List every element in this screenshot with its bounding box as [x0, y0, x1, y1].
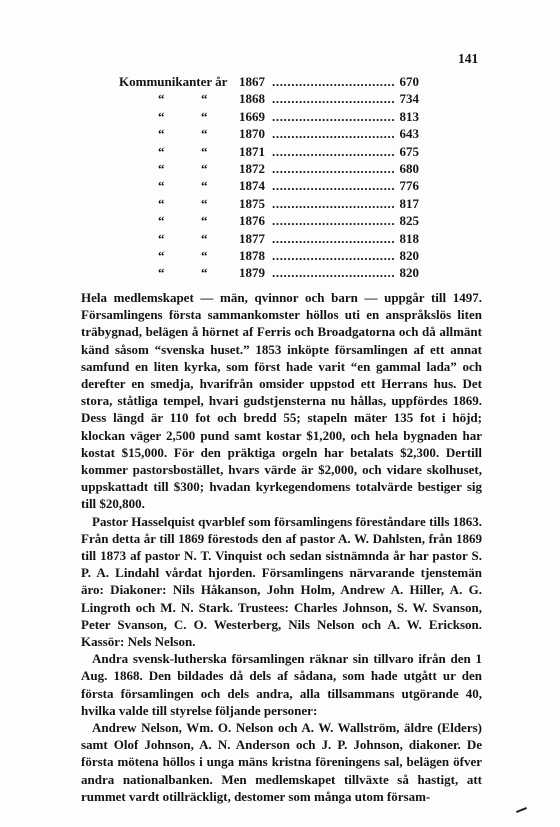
- ditto-mark: “: [158, 178, 165, 194]
- table-row: [119, 73, 419, 90]
- table-count: 820: [399, 265, 419, 281]
- table-count: 643: [399, 126, 419, 142]
- table-year: 1870: [239, 126, 265, 142]
- table-year: 1877: [239, 230, 265, 246]
- leader-dots: [272, 73, 395, 90]
- page-number: 141: [458, 51, 479, 66]
- ditto-mark: “: [158, 213, 165, 229]
- leader-dots: [272, 125, 395, 142]
- table-year: 1868: [239, 91, 265, 107]
- paragraph-elders: Andrew Nelson, Wm. O. Nelson och A. W. Wallström, äldre (Elders) samt Olof Johnson, A. N. Anderson och J. P. Johnson, diakoner. De första mötena höllos i unga mäns kristna föreningens sal, belägen öfver andra nationalbanken. Men medlemskapet tillväxte så hastigt, att rummet vardt otillräckligt, destomer som många utom försam-: [81, 720, 482, 804]
- table-row: [119, 143, 419, 160]
- table-row: [119, 247, 419, 264]
- ditto-mark: “: [158, 126, 165, 142]
- paragraph-second-congregation: Andra svensk-lutherska församlingen räknar sin tillvaro ifrån den 1 Aug. 1868. Den bildades då dels af sådana, som hade utgått ur den första församlingen och dels andra, alla tillsammans utgörande 40, hvilka valde till styrelse följande personer:: [81, 651, 482, 718]
- ditto-mark: “: [201, 108, 208, 124]
- ditto-mark: “: [158, 143, 165, 159]
- leader-dots: [272, 247, 395, 264]
- ditto-mark: “: [201, 247, 208, 263]
- ditto-mark: “: [158, 195, 165, 211]
- ditto-mark: “: [158, 160, 165, 176]
- table-count: 670: [399, 74, 419, 89]
- table-year: 1874: [239, 178, 265, 194]
- leader-dots: [272, 230, 395, 247]
- table-row: [119, 90, 419, 107]
- stray-mark: [516, 807, 527, 813]
- table-row: [119, 160, 419, 177]
- table-count: 734: [399, 91, 419, 107]
- table-row: [119, 108, 419, 125]
- ditto-mark: “: [201, 265, 208, 281]
- ditto-mark: “: [201, 195, 208, 211]
- ditto-mark: “: [201, 91, 208, 107]
- body-text: [81, 289, 482, 805]
- communicants-table: [119, 73, 419, 282]
- table-year: 1867: [239, 74, 265, 89]
- paragraph-pastors: Pastor Hasselquist qvarblef som församlingens föreståndare tills 1863. Från detta år till 1869 förestods den af pastor A. W. Dahlsten, från 1869 till 1873 af pastor N. T. Vinquist och sedan sistnämnda år har pastor S. P. A. Lindahl vårdat hjorden. Församlingens närvarande tjenstemän äro: Diakoner: Nils Håkanson, John Holm, Andrew A. Hiller, A. G. Lingroth och M. N. Stark. Trustees: Charles Johnson, S. W. Svanson, Peter Svanson, C. O. Westerberg, Nils Nelson och A. W. Erickson. Kassör: Nels Nelson.: [81, 513, 482, 650]
- table-count: 817: [399, 195, 419, 211]
- ditto-mark: “: [201, 213, 208, 229]
- leader-dots: [272, 143, 395, 160]
- paragraph-membership: Hela medlemskapet — män, qvinnor och barn — uppgår till 1497. Församlingens första sammankomster höllos uti en anspråkslös liten träbygnad, belägen å hörnet af Ferris och Broadgatorna och då allmänt känd såsom “svenska huset.” 1853 inköpte församlingen af ett annat samfund en liten kyrka, som först hade varit “en gammal lada” och derefter en smedja, hvarifrån omsider uppstod ett Herrans hus. Det stora, ståtliga tempel, hvari gudstjensterna nu hållas, uppfördes 1869. Dess längd är 110 fot och bredd 55; stapeln mäter 135 fot i höjd; klockan väger 2,500 pund samt kostar $1,200, och hela bygnaden har kostat $15,000. För den präktiga orgeln har betalats $2,300. Dertill kommer pastorsbostället, hvars värde är $2,000, och vidare skolhuset, uppskattadt till $300; hvadan kyrkegendomens totalvärde bestiger sig till $20,800.: [81, 290, 482, 512]
- table-row: [119, 177, 419, 194]
- table-year: 1875: [239, 195, 265, 211]
- table-count: 825: [399, 213, 419, 229]
- table-year: 1878: [239, 247, 265, 263]
- table-count: 680: [399, 160, 419, 176]
- leader-dots: [272, 160, 395, 177]
- ditto-mark: “: [158, 247, 165, 263]
- ditto-mark: “: [158, 91, 165, 107]
- ditto-mark: “: [201, 143, 208, 159]
- table-row: [119, 230, 419, 247]
- ditto-mark: “: [201, 126, 208, 142]
- table-row: [119, 264, 419, 281]
- table-row: [119, 195, 419, 212]
- ditto-mark: “: [158, 265, 165, 281]
- leader-dots: [272, 108, 395, 125]
- table-year: 1871: [239, 143, 265, 159]
- table-count: 675: [399, 143, 419, 159]
- table-row: [119, 125, 419, 142]
- leader-dots: [272, 90, 395, 107]
- leader-dots: [272, 177, 395, 194]
- ditto-mark: “: [158, 230, 165, 246]
- ditto-mark: “: [201, 178, 208, 194]
- table-year: 1879: [239, 265, 265, 281]
- table-count: 818: [399, 230, 419, 246]
- leader-dots: [272, 212, 395, 229]
- table-year: 1872: [239, 160, 265, 176]
- table-year: 1876: [239, 213, 265, 229]
- table-year: 1669: [239, 108, 265, 124]
- leader-dots: [272, 195, 395, 212]
- table-row: [119, 212, 419, 229]
- ditto-mark: “: [201, 160, 208, 176]
- table-label: Kommunikanter år: [119, 74, 228, 89]
- ditto-mark: “: [158, 108, 165, 124]
- table-count: 776: [399, 178, 419, 194]
- leader-dots: [272, 264, 395, 281]
- table-count: 820: [399, 247, 419, 263]
- ditto-mark: “: [201, 230, 208, 246]
- table-count: 813: [399, 108, 419, 124]
